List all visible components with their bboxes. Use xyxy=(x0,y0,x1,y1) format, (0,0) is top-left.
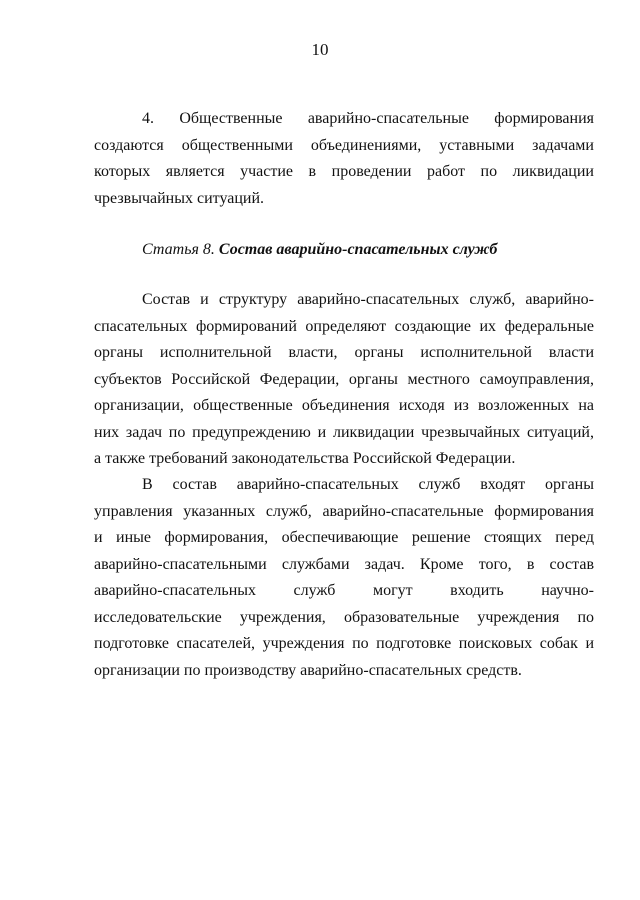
paragraph-line: Состав и структуру аварийно-спасательных служб, аварийно- xyxy=(142,291,594,308)
paragraph-line: органы исполнительной власти, органы исполнительной власти xyxy=(94,344,594,361)
paragraph-4 xyxy=(94,106,594,212)
paragraph-line: которых является участие в проведении работ по ликвидации xyxy=(94,163,594,180)
paragraph-line: организации, общественные объединения исходя из возложенных на xyxy=(94,397,594,414)
page-number: 10 xyxy=(311,40,329,59)
paragraph-line: исследовательские учреждения, образовательные учреждения по xyxy=(94,608,594,626)
paragraph-line: субъектов Российской Федерации, органы местного самоуправления, xyxy=(94,370,594,388)
article-heading xyxy=(142,241,497,259)
article-label: Статья 8. xyxy=(142,241,215,258)
paragraph-line: и иные формирования, обеспечивающие решение стоящих перед xyxy=(94,529,594,546)
paragraph-line: аварийно-спасательных служб могут входить научно- xyxy=(94,582,594,599)
paragraph-line: аварийно-спасательными службами задач. Кроме того, в состав xyxy=(94,555,594,573)
paragraph-line: них задач по предупреждению и ликвидации чрезвычайных ситуаций, xyxy=(94,423,594,441)
paragraph-line: В состав аварийно-спасательных служб входят органы xyxy=(142,476,594,493)
paragraph-line: а также требований законодательства Российской Федерации. xyxy=(94,450,516,467)
paragraph-line: чрезвычайных ситуаций. xyxy=(94,189,265,207)
paragraph-line: создаются общественными объединениями, уставными задачами xyxy=(94,136,594,154)
paragraph-line: 4. Общественные аварийно-спасательные формирования xyxy=(142,110,594,127)
paragraph-line: управления указанных служб, аварийно-спасательные формирования xyxy=(94,502,594,520)
paragraph-line: спасательных формирований определяют создающие их федеральные xyxy=(94,317,594,335)
paragraph-line: организации по производству аварийно-спасательных средств. xyxy=(94,661,522,679)
paragraph-line: подготовке спасателей, учреждения по подготовке поисковых собак и xyxy=(94,635,594,652)
article-title: Состав аварийно-спасательных служб xyxy=(218,241,498,258)
paragraph-composition xyxy=(94,287,594,473)
paragraph-members xyxy=(94,472,594,684)
